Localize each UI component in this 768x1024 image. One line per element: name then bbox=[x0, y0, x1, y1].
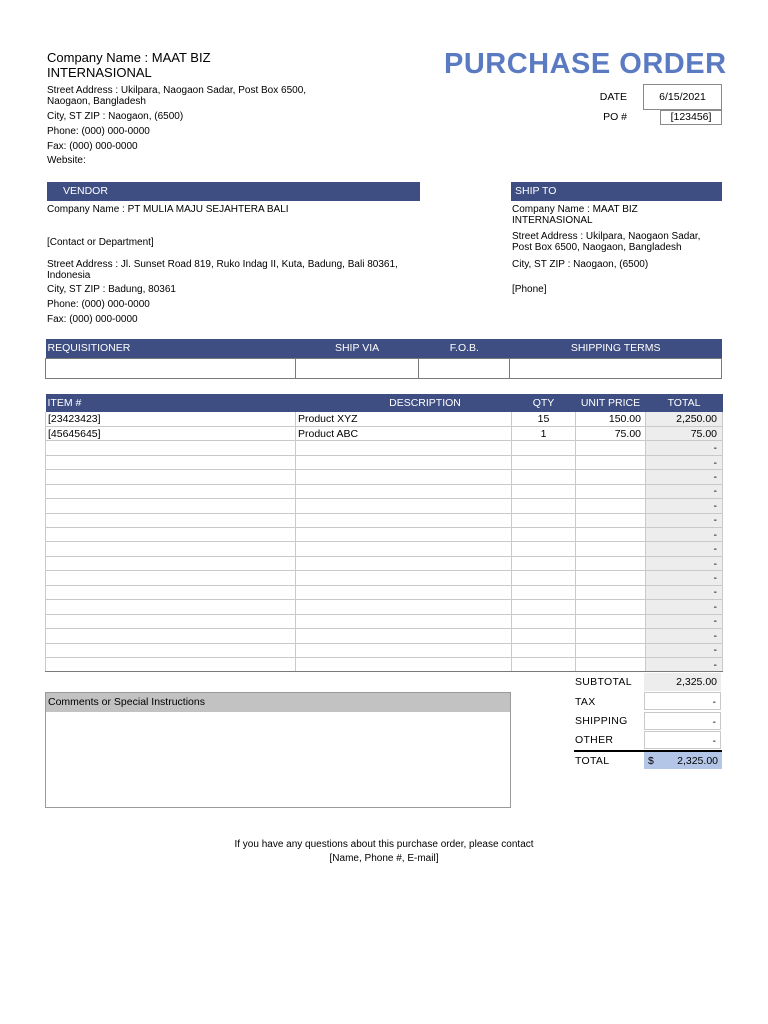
ship-to-city: City, ST ZIP : Naogaon, (6500) bbox=[512, 259, 649, 270]
qty-header: QTY bbox=[512, 394, 576, 412]
qty-cell[interactable] bbox=[512, 585, 576, 599]
ship-to-company: Company Name : MAAT BIZ INTERNASIONAL bbox=[512, 204, 638, 226]
table-row bbox=[46, 426, 723, 440]
date-label: DATE bbox=[599, 91, 627, 103]
unit-price-cell[interactable] bbox=[576, 542, 646, 556]
requisitioner-cell[interactable] bbox=[46, 358, 296, 378]
qty-cell[interactable] bbox=[512, 484, 576, 498]
unit-price-cell[interactable] bbox=[576, 600, 646, 614]
total-cell: - bbox=[646, 484, 723, 498]
unit-price-cell[interactable] bbox=[576, 614, 646, 628]
total-cell: - bbox=[646, 614, 723, 628]
tax-label: TAX bbox=[575, 696, 596, 708]
item-number-cell[interactable] bbox=[46, 600, 296, 614]
unit-price-cell[interactable] bbox=[576, 585, 646, 599]
table-row bbox=[46, 542, 723, 556]
shipping-field[interactable]: - bbox=[644, 712, 721, 730]
comments-heading: Comments or Special Instructions bbox=[46, 693, 510, 712]
table-row bbox=[46, 643, 723, 657]
unit-price-cell[interactable]: 75.00 bbox=[576, 426, 646, 440]
page-title: PURCHASE ORDER bbox=[444, 48, 727, 80]
qty-cell[interactable] bbox=[512, 499, 576, 513]
total-cell: - bbox=[646, 571, 723, 585]
qty-cell[interactable] bbox=[512, 470, 576, 484]
qty-cell[interactable]: 15 bbox=[512, 412, 576, 426]
table-row bbox=[46, 470, 723, 484]
qty-cell[interactable] bbox=[512, 513, 576, 527]
unit-price-cell[interactable]: 150.00 bbox=[576, 412, 646, 426]
description-cell[interactable] bbox=[296, 657, 512, 671]
description-cell[interactable] bbox=[296, 455, 512, 469]
item-number-cell[interactable] bbox=[46, 513, 296, 527]
qty-cell[interactable] bbox=[512, 657, 576, 671]
unit-price-cell[interactable] bbox=[576, 484, 646, 498]
description-cell[interactable] bbox=[296, 513, 512, 527]
company-phone: Phone: (000) 000-0000 bbox=[47, 126, 150, 137]
qty-cell[interactable] bbox=[512, 571, 576, 585]
vendor-phone: Phone: (000) 000-0000 bbox=[47, 299, 150, 310]
table-row bbox=[46, 614, 723, 628]
company-name: Company Name : MAAT BIZ INTERNASIONAL bbox=[47, 50, 211, 80]
total-cell: 75.00 bbox=[646, 426, 723, 440]
unit-price-cell[interactable] bbox=[576, 441, 646, 455]
footer-contact-placeholder: [Name, Phone #, E-mail] bbox=[329, 853, 439, 864]
vendor-contact: [Contact or Department] bbox=[47, 237, 154, 248]
total-label: TOTAL bbox=[575, 755, 610, 767]
qty-cell[interactable] bbox=[512, 629, 576, 643]
other-field[interactable]: - bbox=[644, 731, 721, 749]
item-number-cell[interactable] bbox=[46, 657, 296, 671]
total-value: 2,325.00 bbox=[677, 755, 718, 767]
description-cell[interactable] bbox=[296, 585, 512, 599]
subtotal-label: SUBTOTAL bbox=[575, 676, 632, 688]
total-cell: - bbox=[646, 470, 723, 484]
description-cell[interactable]: Product ABC bbox=[296, 426, 512, 440]
other-label: OTHER bbox=[575, 734, 614, 746]
item-number-cell[interactable] bbox=[46, 571, 296, 585]
table-row bbox=[46, 499, 723, 513]
unit-price-cell[interactable] bbox=[576, 528, 646, 542]
total-cell: - bbox=[646, 513, 723, 527]
description-cell[interactable] bbox=[296, 528, 512, 542]
company-website: Website: bbox=[47, 155, 86, 166]
qty-cell[interactable] bbox=[512, 455, 576, 469]
description-cell[interactable] bbox=[296, 629, 512, 643]
table-row bbox=[46, 513, 723, 527]
total-cell: - bbox=[646, 629, 723, 643]
fob-header: F.O.B. bbox=[419, 339, 510, 358]
total-header: TOTAL bbox=[646, 394, 723, 412]
table-row bbox=[46, 585, 723, 599]
qty-cell[interactable] bbox=[512, 542, 576, 556]
description-cell[interactable] bbox=[296, 571, 512, 585]
qty-cell[interactable] bbox=[512, 556, 576, 570]
shipping-terms-cell[interactable] bbox=[510, 358, 722, 378]
shipping-table bbox=[45, 339, 722, 379]
item-number-cell[interactable] bbox=[46, 528, 296, 542]
qty-cell[interactable]: 1 bbox=[512, 426, 576, 440]
fob-cell[interactable] bbox=[419, 358, 510, 378]
item-number-cell[interactable] bbox=[46, 629, 296, 643]
comments-box[interactable] bbox=[45, 692, 511, 808]
unit-price-header: UNIT PRICE bbox=[576, 394, 646, 412]
description-cell[interactable] bbox=[296, 499, 512, 513]
items-table bbox=[45, 394, 723, 672]
total-cell: - bbox=[646, 643, 723, 657]
item-number-cell[interactable] bbox=[46, 441, 296, 455]
item-number-cell[interactable] bbox=[46, 499, 296, 513]
total-cell: - bbox=[646, 528, 723, 542]
vendor-company: Company Name : PT MULIA MAJU SEJAHTERA BALI bbox=[47, 204, 289, 215]
description-cell[interactable] bbox=[296, 556, 512, 570]
company-street: Street Address : Ukilpara, Naogaon Sadar, Post Box 6500, Naogaon, Bangladesh bbox=[47, 85, 307, 107]
qty-cell[interactable] bbox=[512, 643, 576, 657]
total-cell: - bbox=[646, 542, 723, 556]
requisitioner-header: REQUISITIONER bbox=[46, 339, 296, 358]
description-cell[interactable] bbox=[296, 643, 512, 657]
table-row bbox=[46, 528, 723, 542]
vendor-heading: VENDOR bbox=[47, 182, 420, 201]
total-cell: 2,250.00 bbox=[646, 412, 723, 426]
total-cell: - bbox=[646, 556, 723, 570]
unit-price-cell[interactable] bbox=[576, 571, 646, 585]
item-number-cell[interactable] bbox=[46, 484, 296, 498]
table-row bbox=[46, 455, 723, 469]
po-label: PO # bbox=[603, 111, 627, 123]
qty-cell[interactable] bbox=[512, 528, 576, 542]
tax-field[interactable]: - bbox=[644, 692, 721, 710]
description-cell[interactable] bbox=[296, 614, 512, 628]
total-currency: $ bbox=[648, 755, 654, 767]
item-number-cell[interactable]: [45645645] bbox=[46, 426, 296, 440]
unit-price-cell[interactable] bbox=[576, 513, 646, 527]
total-cell: - bbox=[646, 657, 723, 671]
table-row bbox=[46, 629, 723, 643]
total-cell: - bbox=[646, 441, 723, 455]
item-number-cell[interactable]: [23423423] bbox=[46, 412, 296, 426]
total-cell: - bbox=[646, 585, 723, 599]
ship-via-cell[interactable] bbox=[295, 358, 419, 378]
table-row bbox=[46, 556, 723, 570]
po-number-field[interactable]: [123456] bbox=[660, 110, 722, 125]
item-number-cell[interactable] bbox=[46, 542, 296, 556]
item-number-cell[interactable] bbox=[46, 614, 296, 628]
item-number-cell[interactable] bbox=[46, 455, 296, 469]
ship-via-header: SHIP VIA bbox=[295, 339, 419, 358]
vendor-street: Street Address : Jl. Sunset Road 819, Ruko Indag II, Kuta, Badung, Bali 80361, Indonesia bbox=[47, 259, 398, 281]
unit-price-cell[interactable] bbox=[576, 629, 646, 643]
item-number-cell[interactable] bbox=[46, 643, 296, 657]
unit-price-cell[interactable] bbox=[576, 657, 646, 671]
unit-price-cell[interactable] bbox=[576, 470, 646, 484]
item-number-header: ITEM # bbox=[46, 394, 296, 412]
total-cell: - bbox=[646, 600, 723, 614]
table-row bbox=[46, 441, 723, 455]
unit-price-cell[interactable] bbox=[576, 556, 646, 570]
table-row bbox=[46, 412, 723, 426]
ship-to-heading: SHIP TO bbox=[511, 182, 722, 201]
item-number-cell[interactable] bbox=[46, 556, 296, 570]
unit-price-cell[interactable] bbox=[576, 499, 646, 513]
subtotal-value: 2,325.00 bbox=[644, 673, 721, 691]
description-cell[interactable] bbox=[296, 441, 512, 455]
ship-to-street: Street Address : Ukilpara, Naogaon Sadar, Post Box 6500, Naogaon, Bangladesh bbox=[512, 231, 701, 253]
qty-cell[interactable] bbox=[512, 600, 576, 614]
table-row bbox=[46, 657, 723, 671]
item-number-cell[interactable] bbox=[46, 585, 296, 599]
unit-price-cell[interactable] bbox=[576, 643, 646, 657]
total-cell: - bbox=[646, 455, 723, 469]
qty-cell[interactable] bbox=[512, 614, 576, 628]
qty-cell[interactable] bbox=[512, 441, 576, 455]
vendor-city: City, ST ZIP : Badung, 80361 bbox=[47, 284, 176, 295]
vendor-fax: Fax: (000) 000-0000 bbox=[47, 314, 138, 325]
description-cell[interactable]: Product XYZ bbox=[296, 412, 512, 426]
description-cell[interactable] bbox=[296, 484, 512, 498]
footer-contact-line: If you have any questions about this purchase order, please contact bbox=[234, 839, 534, 850]
description-header: DESCRIPTION bbox=[296, 394, 512, 412]
total-cell: - bbox=[646, 499, 723, 513]
description-cell[interactable] bbox=[296, 542, 512, 556]
date-field[interactable]: 6/15/2021 bbox=[643, 84, 722, 110]
shipping-terms-header: SHIPPING TERMS bbox=[510, 339, 722, 358]
description-cell[interactable] bbox=[296, 470, 512, 484]
table-row bbox=[46, 484, 723, 498]
company-city: City, ST ZIP : Naogaon, (6500) bbox=[47, 111, 184, 122]
table-row bbox=[46, 571, 723, 585]
item-number-cell[interactable] bbox=[46, 470, 296, 484]
unit-price-cell[interactable] bbox=[576, 455, 646, 469]
company-fax: Fax: (000) 000-0000 bbox=[47, 141, 138, 152]
shipping-label: SHIPPING bbox=[575, 715, 628, 727]
table-row bbox=[46, 600, 723, 614]
ship-to-phone: [Phone] bbox=[512, 284, 547, 295]
description-cell[interactable] bbox=[296, 600, 512, 614]
